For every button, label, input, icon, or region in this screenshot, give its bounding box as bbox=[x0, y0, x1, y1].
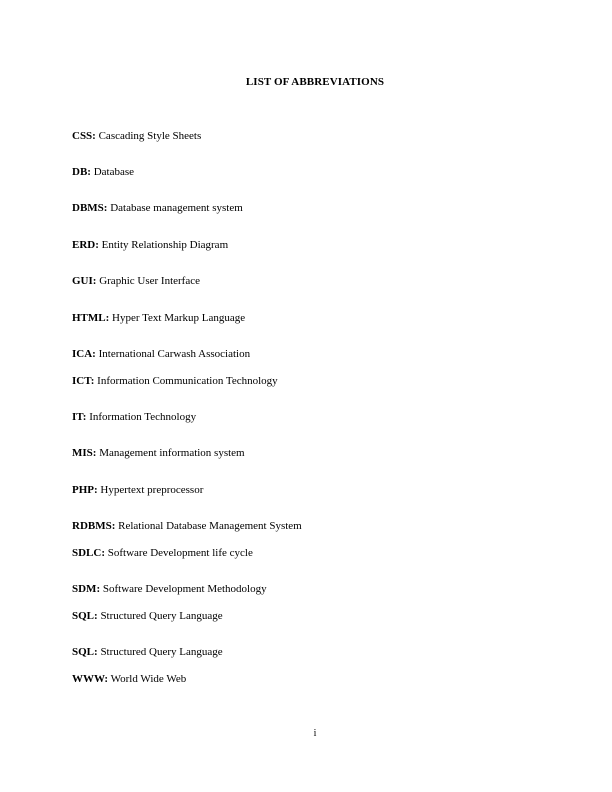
page-number: i bbox=[313, 728, 317, 739]
list-item bbox=[72, 129, 201, 143]
abbreviation: CSS: bbox=[72, 130, 96, 142]
list-item bbox=[72, 672, 186, 686]
definition: Database management system bbox=[107, 202, 243, 214]
list-item bbox=[72, 238, 228, 252]
definition: Graphic User Interface bbox=[96, 275, 200, 287]
list-item bbox=[72, 582, 267, 596]
definition: Structured Query Language bbox=[97, 646, 223, 658]
list-item bbox=[72, 165, 134, 179]
definition: International Carwash Association bbox=[95, 348, 251, 360]
definition: Database bbox=[90, 166, 135, 178]
definition: Software Development Methodology bbox=[100, 583, 267, 595]
abbreviation: ICA: bbox=[72, 348, 96, 360]
abbreviation: DBMS: bbox=[72, 202, 108, 214]
list-item bbox=[72, 483, 203, 497]
page-title: LIST OF ABBREVIATIONS bbox=[245, 76, 385, 88]
definition: Information Communication Technology bbox=[94, 375, 278, 387]
definition: Hypertext preprocessor bbox=[97, 484, 204, 496]
abbreviation: DB: bbox=[72, 166, 91, 178]
definition: Information Technology bbox=[86, 411, 197, 423]
definition: Structured Query Language bbox=[97, 610, 223, 622]
definition: World Wide Web bbox=[108, 673, 187, 685]
abbreviation: SQL: bbox=[72, 646, 98, 658]
list-item bbox=[72, 201, 243, 215]
list-item bbox=[72, 645, 223, 659]
definition: Relational Database Management System bbox=[115, 520, 302, 532]
abbreviation: IT: bbox=[72, 411, 87, 423]
abbreviation: WWW: bbox=[72, 673, 109, 685]
list-item bbox=[72, 609, 223, 623]
abbreviation: GUI: bbox=[72, 275, 97, 287]
abbreviation: MIS: bbox=[72, 447, 97, 459]
abbreviation: SDLC: bbox=[72, 547, 106, 559]
abbreviation: SDM: bbox=[72, 583, 101, 595]
list-item bbox=[72, 546, 253, 560]
definition: Entity Relationship Diagram bbox=[98, 239, 229, 251]
list-item bbox=[72, 347, 250, 361]
list-item bbox=[72, 311, 245, 325]
abbreviation: ERD: bbox=[72, 239, 99, 251]
list-item bbox=[72, 410, 196, 424]
abbreviation: PHP: bbox=[72, 484, 98, 496]
abbreviation: HTML: bbox=[72, 312, 110, 324]
list-item bbox=[72, 446, 245, 460]
abbreviation: RDBMS: bbox=[72, 520, 116, 532]
abbreviation: ICT: bbox=[72, 375, 95, 387]
definition: Cascading Style Sheets bbox=[95, 130, 202, 142]
list-item bbox=[72, 274, 200, 288]
abbreviation: SQL: bbox=[72, 610, 98, 622]
definition: Software Development life cycle bbox=[105, 547, 253, 559]
definition: Hyper Text Markup Language bbox=[109, 312, 246, 324]
list-item bbox=[72, 374, 278, 388]
list-item bbox=[72, 519, 302, 533]
definition: Management information system bbox=[96, 447, 245, 459]
